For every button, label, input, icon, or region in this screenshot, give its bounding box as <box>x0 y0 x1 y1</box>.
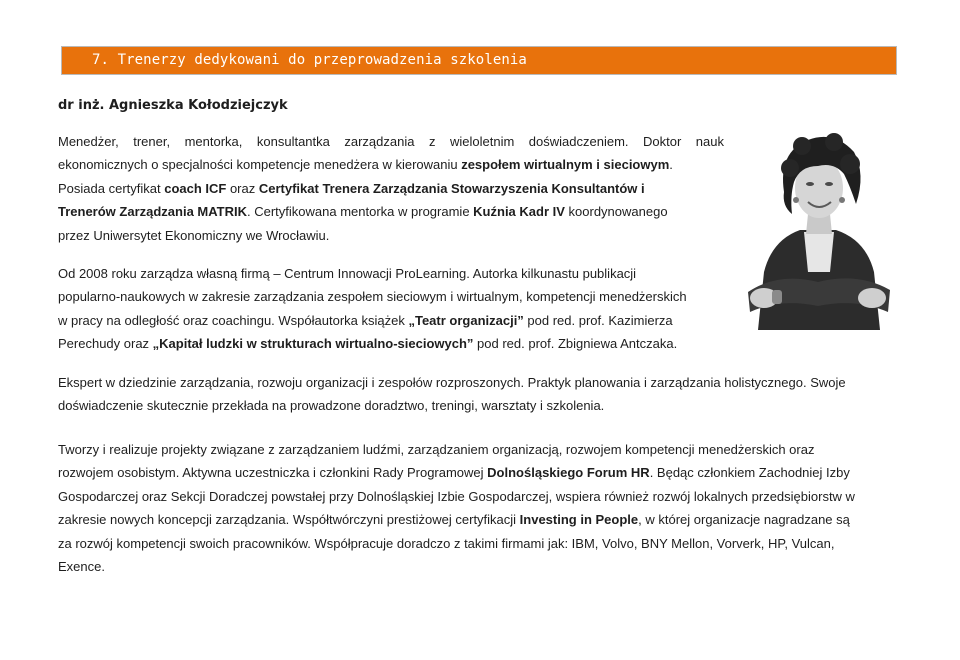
p4-line2: rozwojem osobistym. Aktywna uczestniczka i członkini Rady Programowej Dolnośląskiego Forum HR. Będąc członkiem Zachodniej Izby <box>58 465 850 481</box>
section-title: 7. Trenerzy dedykowani do przeprowadzenia szkolenia <box>92 52 527 68</box>
bio-paragraph-3 <box>58 371 898 418</box>
p2-line2: popularno-naukowych w zakresie zarządzania zespołem sieciowym i wirtualnym, kompetencji menedżerskich <box>58 289 687 305</box>
bio-paragraph-2 <box>58 262 726 356</box>
p1-line3: Posiada certyfikat coach ICF oraz Certyfikat Trenera Zarządzania Stowarzyszenia Konsultantów i <box>58 180 645 196</box>
p1-line4: Trenerów Zarządzania MATRIK. Certyfikowana mentorka w programie Kuźnia Kadr IV koordynowanego <box>58 204 668 220</box>
p1-line1: Menedżer, trener, mentorka, konsultantka zarządzania z wieloletnim doświadczeniem. Doktor nauk <box>58 134 724 149</box>
p2-line1: Od 2008 roku zarządza własną firmą – Centrum Innowacji ProLearning. Autorka kilkunastu publikacji <box>58 266 637 281</box>
bio-paragraph-4 <box>58 438 898 578</box>
p3-line2: doświadczenie skutecznie przekłada na prowadzone doradztwo, treningi, warsztaty i szkolenia. <box>58 398 605 414</box>
p4-line3: Gospodarczej oraz Sekcji Doradczej powstałej przy Dolnośląskiej Izbie Gospodarczej, wspiera również rozwój lokalnych przedsiębiorstw w <box>58 488 855 504</box>
bio-paragraph-1 <box>58 130 724 247</box>
p4-line4: zakresie nowych koncepcji zarządzania. Współtwórczyni prestiżowej certyfikacji Investing in People, w której organizacje nagradzane są <box>58 512 850 528</box>
p4-line1: Tworzy i realizuje projekty związane z zarządzaniem ludźmi, zarządzaniem organizacją, rozwojem kompetencji menedżerskich oraz <box>58 442 815 457</box>
trainer-name: dr inż. Agnieszka Kołodziejczyk <box>58 98 288 113</box>
p4-line6: Exence. <box>58 559 105 575</box>
p2-line3: w pracy na odległość oraz coachingu. Współautorka książek „Teatr organizacji” pod red. prof. Kazimierza <box>58 312 673 328</box>
p2-line4: Perechudy oraz „Kapitał ludzki w strukturach wirtualno-sieciowych” pod red. prof. Zbigniewa Antczaka. <box>58 336 678 352</box>
section-header-bar <box>61 46 897 75</box>
p4-line5: za rozwój kompetencji swoich pracowników. Współpracuje doradczo z takimi firmami jak: IBM, Volvo, BNY Mellon, Vorverk, HP, Vulcan, <box>58 535 835 551</box>
trainer-photo <box>738 122 898 330</box>
p1-line5: przez Uniwersytet Ekonomiczny we Wrocławiu. <box>58 227 330 243</box>
p3-line1: Ekspert w dziedzinie zarządzania, rozwoju organizacji i zespołów rozproszonych. Praktyk planowania i zarządzania holistycznego. Swoje <box>58 375 846 390</box>
p1-line2: ekonomicznych o specjalności kompetencje menedżera w kierowaniu zespołem wirtualnym i sieciowym. <box>58 157 673 173</box>
